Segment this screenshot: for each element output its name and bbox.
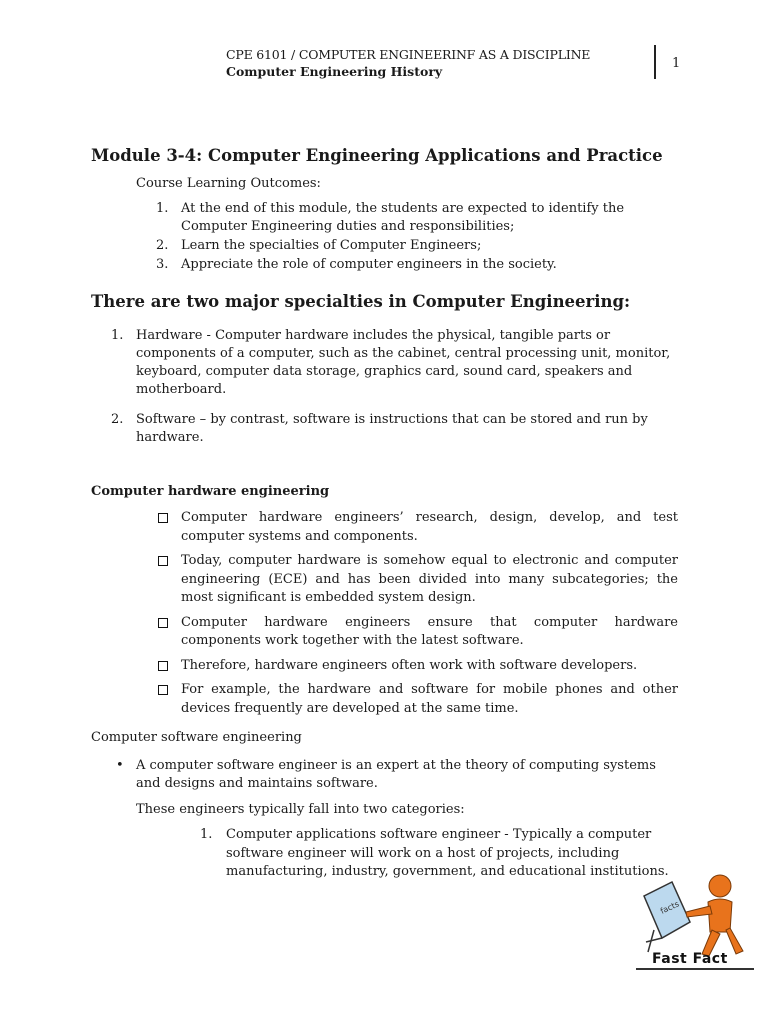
header-course: CPE 6101 / COMPUTER ENGINEERINF AS A DISCIPLINE xyxy=(226,47,591,62)
fast-fact-caption: Fast Fact xyxy=(652,951,728,967)
software-bullets xyxy=(116,757,681,819)
outcomes-list xyxy=(136,200,681,275)
specialties-title: There are two major specialties in Computer Engineering: xyxy=(91,292,631,311)
list-item: 2. Learn the specialties of Computer Engineers; xyxy=(156,238,482,253)
specialties-list xyxy=(91,327,681,459)
list-item: For example, the hardware and software for mobile phones and other devices frequently are developed at the same time. xyxy=(158,681,678,718)
checkbox-bullet-icon xyxy=(158,513,168,523)
checkbox-bullet-icon xyxy=(158,618,168,628)
list-item: • A computer software engineer is an expert at the theory of computing systems and designs and maintains software. xyxy=(116,758,656,791)
fast-fact-underline xyxy=(636,968,754,970)
checkbox-bullet-icon xyxy=(158,661,168,671)
page-number: 1 xyxy=(672,56,681,71)
software-heading: Computer software engineering xyxy=(91,730,302,745)
hardware-heading: Computer hardware engineering xyxy=(91,484,330,499)
list-item: Therefore, hardware engineers often work with software developers. xyxy=(158,657,678,676)
checkbox-bullet-icon xyxy=(158,556,168,566)
categories-intro: These engineers typically fall into two categories: xyxy=(136,802,465,817)
list-item: 1. At the end of this module, the students are expected to identify the Computer Engineering duties and responsibilities; xyxy=(156,201,625,234)
header-subtitle: Computer Engineering History xyxy=(226,64,443,79)
svg-text:facts: facts xyxy=(659,899,681,916)
hardware-list xyxy=(158,509,678,724)
list-item: Today, computer hardware is somehow equal to electronic and computer engineering (ECE) and has been divided into many subcategories; the most significant is embedded system design. xyxy=(158,552,678,608)
header-divider xyxy=(654,45,656,79)
presenter-figure-icon xyxy=(686,875,743,956)
outcomes-label: Course Learning Outcomes: xyxy=(136,176,321,191)
list-item: Computer hardware engineers ensure that computer hardware components work together with the latest software. xyxy=(158,614,678,651)
facts-board-icon xyxy=(644,882,690,952)
bullet-icon: • xyxy=(116,758,124,773)
software-category-item: 1. Computer applications software engineer - Typically a computer software engineer will work on a host of projects, including manufacturing, industry, government, and educational institutions. xyxy=(200,827,669,879)
module-title: Module 3-4: Computer Engineering Applications and Practice xyxy=(91,146,663,165)
checkbox-bullet-icon xyxy=(158,685,168,695)
list-item: 2. Software – by contrast, software is instructions that can be stored and run by hardware. xyxy=(111,412,648,445)
list-item: Computer hardware engineers’ research, design, develop, and test computer systems and components. xyxy=(158,509,678,546)
list-item: 3. Appreciate the role of computer engineers in the society. xyxy=(156,257,557,272)
list-item: 1. Hardware - Computer hardware includes the physical, tangible parts or components of a computer, such as the cabinet, central processing unit, monitor, keyboard, computer data storage, graphics card, sound card, speakers and motherboard. xyxy=(111,328,671,397)
